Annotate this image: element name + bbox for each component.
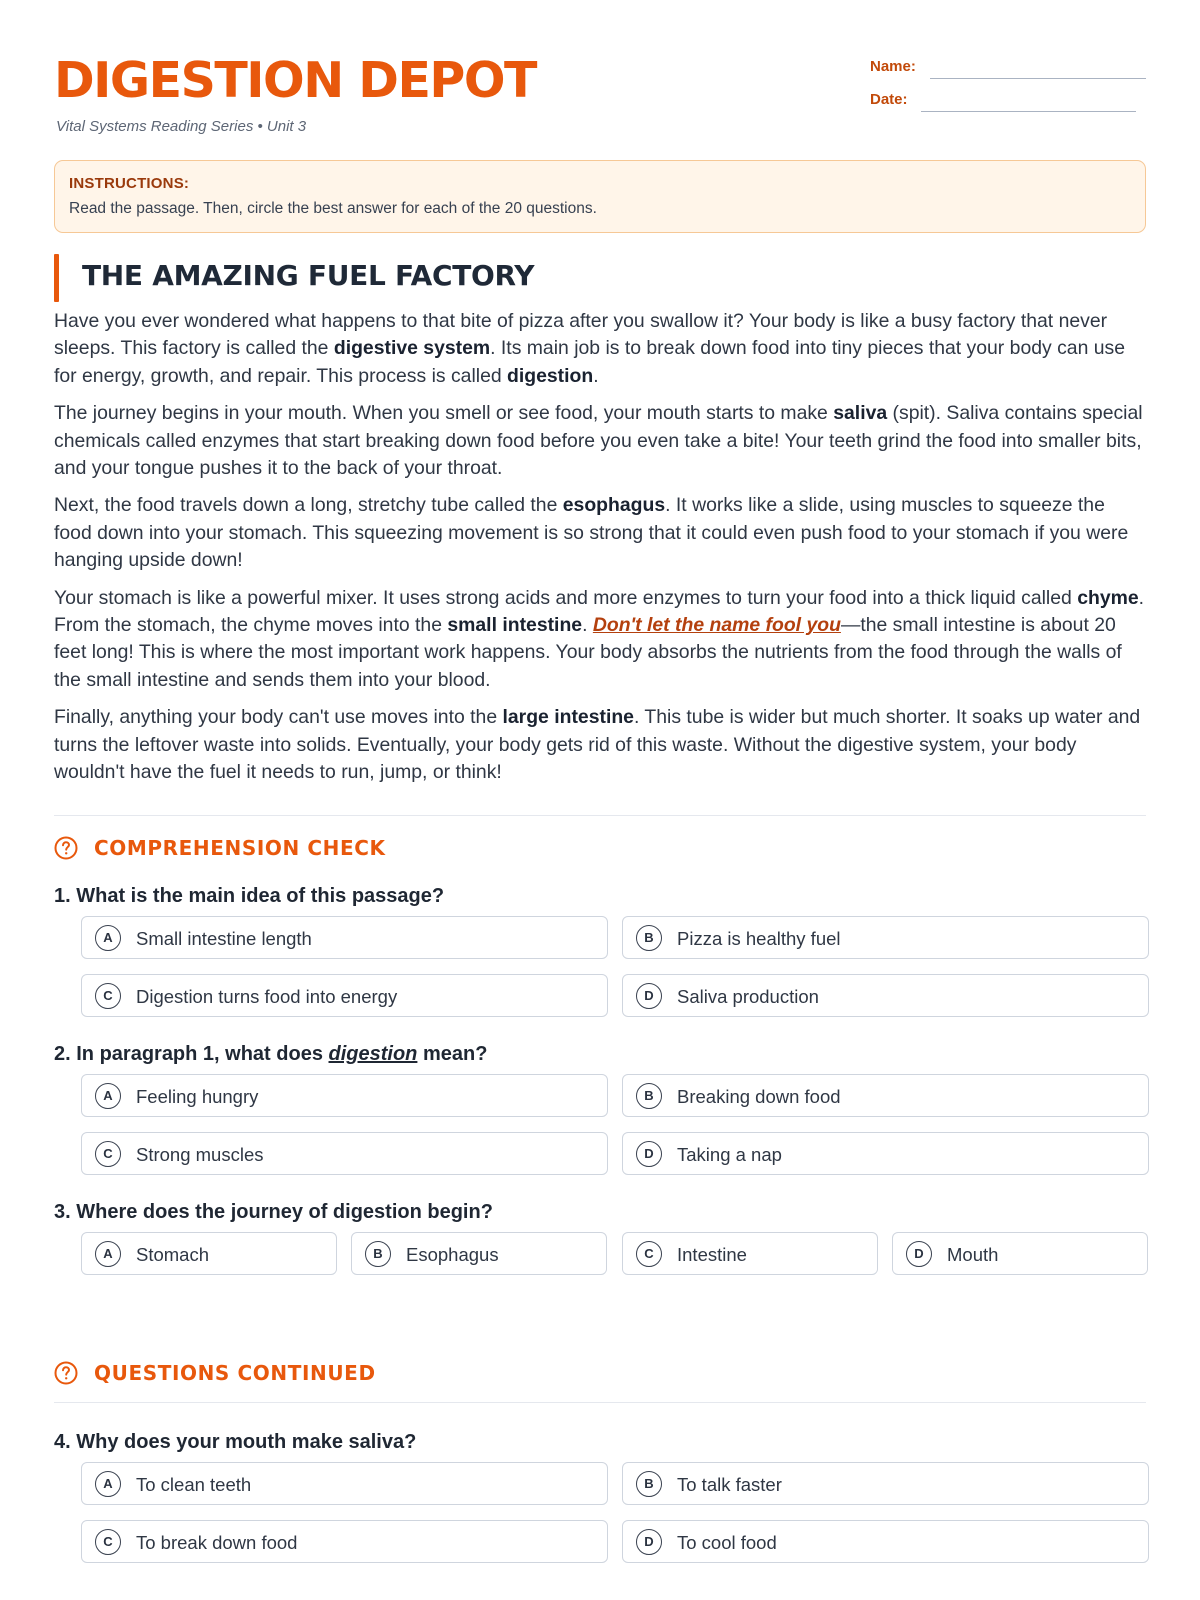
option-label: Saliva production bbox=[677, 986, 819, 1007]
option-label: Strong muscles bbox=[136, 1144, 264, 1165]
option-letter: A bbox=[95, 1241, 121, 1267]
p5-text-a: Finally, anything your body can't use moves into the bbox=[54, 706, 503, 729]
option-letter: D bbox=[636, 983, 662, 1009]
questions-continued-title: QUESTIONS CONTINUED bbox=[94, 1361, 376, 1385]
option-label: To talk faster bbox=[677, 1474, 782, 1495]
name-line bbox=[930, 78, 1146, 79]
instructions-heading: INSTRUCTIONS: bbox=[69, 175, 190, 192]
p4-text-d: . bbox=[582, 614, 593, 637]
option-letter: A bbox=[95, 925, 121, 951]
passage-paragraph-1 bbox=[54, 308, 1146, 390]
question-4 bbox=[54, 1428, 1146, 1553]
question-4-text: 4. Why does your mouth make saliva? bbox=[54, 1431, 417, 1453]
term-large-intestine: large intestine bbox=[502, 706, 634, 729]
question-circle-icon bbox=[54, 1361, 78, 1385]
p4-text-c: . From the stomach, the chyme moves into the bbox=[54, 586, 1145, 637]
passage-paragraph-3 bbox=[54, 492, 1146, 574]
p3-text-a: Next, the food travels down a long, stretchy tube called the bbox=[54, 494, 563, 517]
question-1-text: 1. What is the main idea of this passage? bbox=[54, 885, 445, 907]
passage-paragraph-2 bbox=[54, 400, 1146, 482]
term-digestive-system: digestive system bbox=[333, 337, 491, 360]
question-2-term: digestion bbox=[328, 1043, 418, 1065]
q1-option-b[interactable] bbox=[622, 916, 1149, 959]
p5-text-c: . This tube is wider but much shorter. It soaks up water and turns the leftover waste into solids. Eventually, your body gets rid of this waste. Without the digestive system, your body wouldn't have the fuel it needs to run, jump, or think! bbox=[54, 706, 1141, 784]
option-label: Pizza is healthy fuel bbox=[677, 928, 841, 949]
question-2 bbox=[54, 1040, 1146, 1165]
p4-text-e: —the small intestine is about 20 feet long! This is where the most important work happens. Your body absorbs the nutrients from the food through the walls of the small intestine and sends them into your blood. bbox=[54, 614, 1122, 691]
option-letter: D bbox=[906, 1241, 932, 1267]
option-letter: A bbox=[95, 1083, 121, 1109]
option-letter: A bbox=[95, 1471, 121, 1497]
p2-text-c: (spit). Saliva contains special chemicals called enzymes that start breaking down food before you even take a bite! Your teeth grind the food into smaller bits, and your tongue pushes it to the back of your throat. bbox=[54, 402, 1143, 480]
passage-paragraph-5 bbox=[54, 704, 1146, 786]
q4-option-b[interactable] bbox=[622, 1462, 1149, 1505]
instructions-text: Read the passage. Then, circle the best answer for each of the 20 questions. bbox=[69, 200, 597, 217]
q2-option-c[interactable] bbox=[81, 1132, 608, 1175]
worksheet-title: DIGESTION DEPOT bbox=[54, 52, 536, 109]
p1-text-a: Have you ever wondered what happens to that bite of pizza after you swallow it? Your body is like a busy factory that never sleeps. This factory is called the bbox=[54, 310, 1108, 360]
q3-option-d[interactable] bbox=[892, 1232, 1148, 1275]
q4-option-a[interactable] bbox=[81, 1462, 608, 1505]
term-small-intestine: small intestine bbox=[447, 614, 583, 637]
question-2-text-after: mean? bbox=[417, 1043, 488, 1065]
series-subtitle: Vital Systems Reading Series • Unit 3 bbox=[56, 118, 307, 135]
option-label: Intestine bbox=[677, 1244, 747, 1265]
term-esophagus: esophagus bbox=[562, 494, 666, 517]
p1-text-d: . bbox=[593, 364, 599, 387]
p4-text-a: Your stomach is like a powerful mixer. It uses strong acids and more enzymes to turn your food into a thick liquid called bbox=[54, 586, 1078, 609]
term-digestion: digestion bbox=[507, 364, 594, 387]
option-letter: B bbox=[636, 925, 662, 951]
highlighted-phrase: Don't let the name fool you bbox=[592, 614, 841, 637]
name-label: Name: bbox=[870, 58, 916, 75]
name-field[interactable] bbox=[870, 58, 1146, 91]
section-divider bbox=[54, 815, 1146, 816]
q4-option-c[interactable] bbox=[81, 1520, 608, 1563]
q3-option-b[interactable] bbox=[351, 1232, 607, 1275]
option-letter: C bbox=[95, 1141, 121, 1167]
option-label: Breaking down food bbox=[677, 1086, 841, 1107]
q2-option-d[interactable] bbox=[622, 1132, 1149, 1175]
option-label: To break down food bbox=[136, 1532, 298, 1553]
question-circle-icon bbox=[54, 836, 78, 860]
q2-option-a[interactable] bbox=[81, 1074, 608, 1117]
option-letter: C bbox=[95, 983, 121, 1009]
option-letter: B bbox=[636, 1471, 662, 1497]
p2-text-a: The journey begins in your mouth. When you smell or see food, your mouth starts to make bbox=[54, 402, 834, 425]
question-1 bbox=[54, 882, 1146, 1007]
p3-text-c: . It works like a slide, using muscles to squeeze the food down into your stomach. This squeezing movement is so strong that it could even push food to your stomach if you were hanging upside down! bbox=[54, 494, 1129, 572]
instructions-box bbox=[54, 160, 1146, 233]
question-3-text: 3. Where does the journey of digestion begin? bbox=[54, 1201, 493, 1223]
section-divider bbox=[54, 1402, 1146, 1403]
option-letter: C bbox=[95, 1529, 121, 1555]
p1-text-c: . Its main job is to break down food into tiny pieces that your body can use for energy, growth, and repair. This process is called bbox=[54, 337, 1126, 387]
q3-option-c[interactable] bbox=[622, 1232, 878, 1275]
question-3 bbox=[54, 1198, 1146, 1265]
masthead bbox=[54, 0, 1146, 150]
passage-paragraph-4 bbox=[54, 585, 1146, 695]
question-2-text bbox=[54, 1040, 1146, 1070]
worksheet-page bbox=[54, 0, 1146, 1553]
date-field[interactable] bbox=[870, 91, 1146, 124]
option-label: To cool food bbox=[677, 1532, 777, 1553]
q1-option-d[interactable] bbox=[622, 974, 1149, 1017]
q1-option-c[interactable] bbox=[81, 974, 608, 1017]
option-label: Stomach bbox=[136, 1244, 210, 1265]
q4-option-d[interactable] bbox=[622, 1520, 1149, 1563]
date-line bbox=[921, 111, 1136, 112]
option-label: Mouth bbox=[947, 1244, 999, 1265]
option-letter: B bbox=[365, 1241, 391, 1267]
comprehension-check-title: COMPREHENSION CHECK bbox=[94, 836, 386, 860]
date-label: Date: bbox=[870, 91, 908, 108]
option-label: Small intestine length bbox=[136, 928, 312, 949]
q1-option-a[interactable] bbox=[81, 916, 608, 959]
student-fields bbox=[870, 58, 1146, 124]
question-2-text-before: 2. In paragraph 1, what does bbox=[54, 1043, 329, 1065]
option-letter: C bbox=[636, 1241, 662, 1267]
option-letter: D bbox=[636, 1529, 662, 1555]
term-chyme: chyme bbox=[1077, 586, 1139, 609]
reading-passage bbox=[54, 254, 1146, 787]
comprehension-check-heading bbox=[54, 832, 1146, 864]
option-label: To clean teeth bbox=[136, 1474, 252, 1495]
questions-continued-heading bbox=[54, 1357, 1146, 1389]
option-label: Feeling hungry bbox=[136, 1086, 259, 1107]
option-label: Digestion turns food into energy bbox=[136, 986, 398, 1007]
option-letter: B bbox=[636, 1083, 662, 1109]
option-label: Taking a nap bbox=[677, 1144, 782, 1165]
q2-option-b[interactable] bbox=[622, 1074, 1149, 1117]
option-letter: D bbox=[636, 1141, 662, 1167]
option-label: Esophagus bbox=[406, 1244, 499, 1265]
passage-title: THE AMAZING FUEL FACTORY bbox=[54, 254, 1146, 302]
term-saliva: saliva bbox=[833, 402, 888, 425]
q3-option-a[interactable] bbox=[81, 1232, 337, 1275]
